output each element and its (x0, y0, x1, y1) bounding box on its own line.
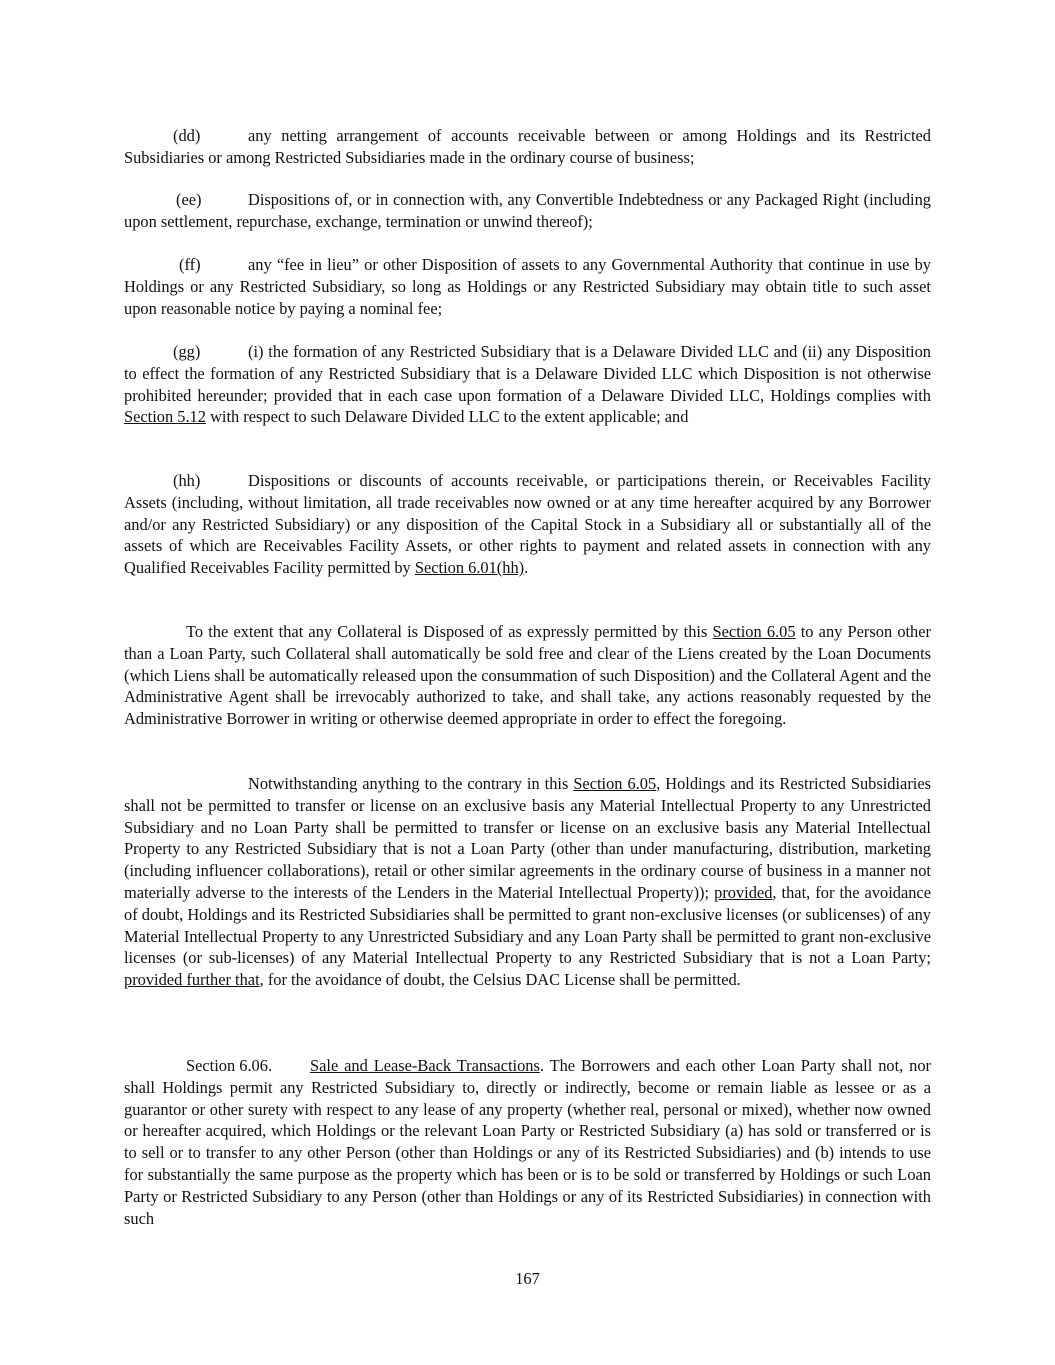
section-heading: Sale and Lease-Back Transactions (310, 1056, 540, 1075)
section-number: Section 6.06. (186, 1056, 273, 1075)
collateral-paragraph (124, 621, 931, 730)
paragraph-text-2: , Holdings and its Restricted Subsidiaries shall not be permitted to transfer or license on an exclusive basis any Material Intellectual Property to any Unrestricted Subsidiary and no Loan Party shall be permitted to transfer or license on an exclusive basis any Material Intellectual Property to any Restricted Subsidiary that is not a Loan Party (other than under manufacturing, distribution, marketing (including influencer collaborations), retail or other similar agreements in the ordinary course of business in a manner not materially adverse to the interests of the Lenders in the Material Intellectual Property)); (124, 774, 931, 902)
clause-text: any netting arrangement of accounts receivable between or among Holdings and its Restricted Subsidiaries or among Restricted Subsidiaries made in the ordinary course of business; (124, 126, 931, 167)
section-6-06 (124, 1055, 931, 1229)
clause-text: (i) the formation of any Restricted Subsidiary that is a Delaware Divided LLC and (ii) any Disposition to effect the formation of any Restricted Subsidiary that is a Delaware Divided LLC which Disposition is not otherwise prohibited hereunder; provided that in each case upon formation of a Delaware Divided LLC, Holdings complies with (124, 342, 931, 405)
clause-ff (124, 254, 931, 319)
provided-term: provided (714, 882, 773, 902)
clause-gg (124, 341, 931, 428)
paragraph-text: Notwithstanding anything to the contrary in this (248, 774, 569, 793)
ip-paragraph (124, 773, 931, 991)
provided-further-term: provided further that (124, 970, 260, 990)
paragraph-text-continued: to any Person other than a Loan Party, such Collateral shall automatically be sold free and clear of the Liens created by the Loan Documents (which Liens shall be automatically released upon the consummation of such Disposition) and the Collateral Agent and the Administrative Agent shall be irrevocably authorized to take, and shall take, any actions reasonably requested by the Administrative Borrower in writing or otherwise deemed appropriate in order to effect the foregoing. (124, 622, 931, 729)
paragraph-text: To the extent that any Collateral is Disposed of as expressly permitted by this (186, 622, 708, 641)
clause-label: (hh) (173, 471, 201, 490)
section-reference-link[interactable]: Section 6.05 (573, 774, 657, 793)
clause-label: (ee) (176, 190, 202, 209)
section-reference-link[interactable]: Section 5.12 (124, 407, 206, 427)
paragraph-text-3: , that, for the avoidance of doubt, Holdings and its Restricted Subsidiaries shall be permitted to grant non-exclusive licenses (or sublicenses) of any Material Intellectual Property to any Unrestricted Subsidiary and any Loan Party shall be permitted to grant non-exclusive licenses (or sub-licenses) of any Material Intellectual Property to any Restricted Subsidiary that is not a Loan Party; (124, 882, 931, 968)
section-text: . The Borrowers and each other Loan Party shall not, nor shall Holdings permit any Restricted Subsidiary to, directly or indirectly, become or remain liable as lessee or as a guarantor or other surety with respect to any lease of any property (whether real, personal or mixed), whether now owned or hereafter acquired, which Holdings or the relevant Loan Party or Restricted Subsidiary (a) has sold or transferred or is to sell or to transfer to any other Person (other than Holdings or any of its Restricted Subsidiaries) and (b) intends to use for substantially the same purpose as the property which has been or is to be sold or transferred by Holdings or such Loan Party or Restricted Subsidiary to any Person (other than Holdings or any of its Restricted Subsidiaries) in connection with such (124, 1056, 932, 1228)
clause-label: (gg) (173, 342, 201, 361)
clause-hh (124, 470, 931, 579)
clause-label: (dd) (173, 126, 201, 145)
paragraph-text-4: , for the avoidance of doubt, the Celsius DAC License shall be permitted. (259, 970, 741, 990)
clause-text: Dispositions or discounts of accounts receivable, or participations therein, or Receivables Facility Assets (including, without limitation, all trade receivables now owned or at any time hereafter acquired by any Borrower and/or any Restricted Subsidiary) or any disposition of the Capital Stock in a Subsidiary all or substantially all of the assets of which are Receivables Facility Assets, or other rights to payment and related assets in connection with any Qualified Receivables Facility permitted by (124, 471, 931, 578)
page-number: 167 (515, 1269, 540, 1288)
section-reference-link[interactable]: Section 6.05 (712, 622, 796, 641)
clause-text-continued: with respect to such Delaware Divided LLC to the extent applicable; and (210, 407, 689, 427)
clause-label: (ff) (179, 255, 201, 274)
clause-text: any “fee in lieu” or other Disposition of assets to any Governmental Authority that continue in use by Holdings or any Restricted Subsidiary, so long as Holdings or any Restricted Subsidiary may obtain title to such asset upon reasonable notice by paying a nominal fee; (124, 255, 931, 318)
clause-text-end: . (524, 558, 529, 578)
section-reference-link[interactable]: Section 6.01(hh) (414, 558, 525, 578)
clause-text: Dispositions of, or in connection with, any Convertible Indebtedness or any Packaged Right (including upon settlement, repurchase, exchange, termination or unwind thereof); (124, 190, 931, 231)
clause-dd (124, 125, 931, 169)
clause-ee (124, 189, 931, 233)
